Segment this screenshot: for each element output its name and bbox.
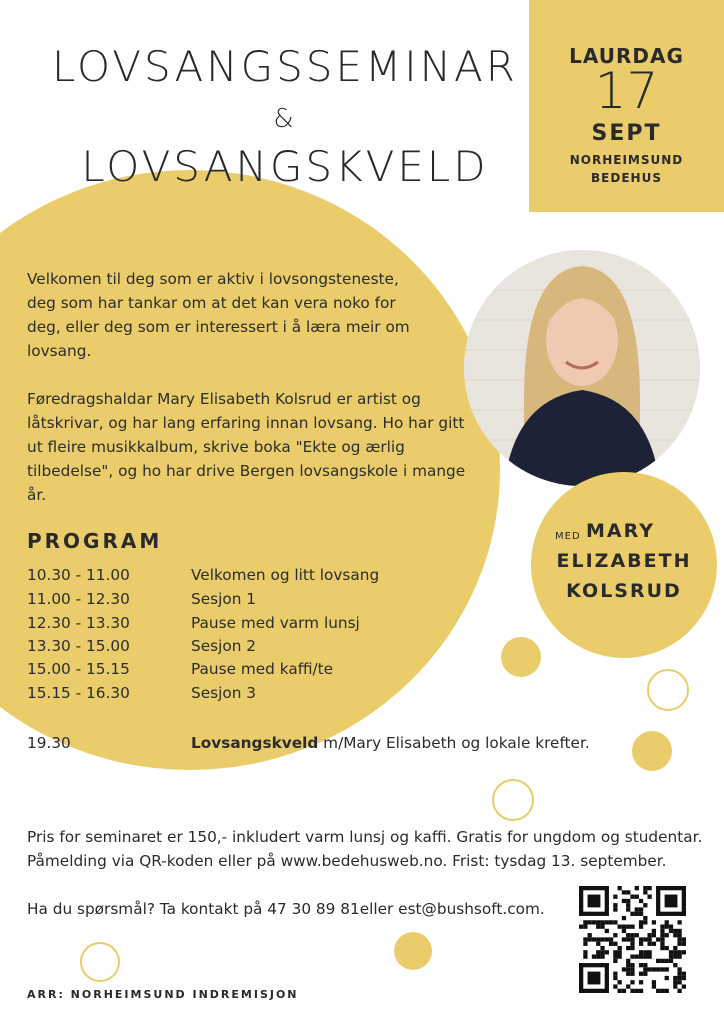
program-time: 11.00 - 12.30 <box>27 590 130 608</box>
decor-dot-1 <box>501 637 541 677</box>
title-ampersand: & <box>273 104 297 134</box>
program-time: 13.30 - 15.00 <box>27 637 130 655</box>
decor-ring-1 <box>647 669 689 711</box>
program-time: 15.15 - 16.30 <box>27 684 130 702</box>
program-time: 10.30 - 11.00 <box>27 566 130 584</box>
date-day-number: 17 <box>594 62 659 120</box>
speaker-name-line1: MARY <box>586 520 655 542</box>
program-activity: Velkomen og litt lovsang <box>191 566 380 584</box>
intro-paragraph-1: Velkomen til deg som er aktiv i lovsongsteneste, deg som har tankar om at det kan vera noko for deg, eller deg som er interessert i å læra meir om lovsang. <box>27 270 410 360</box>
program-row <box>27 660 427 682</box>
decor-ring-3 <box>80 942 120 982</box>
program-activity: Pause med kaffi/te <box>191 660 334 678</box>
program-time: 12.30 - 13.30 <box>27 614 130 632</box>
price-info: Pris for seminaret er 150,- inkludert varm lunsj og kaffi. Gratis for ungdom og studentar. <box>27 828 703 846</box>
decor-ring-2 <box>492 779 534 821</box>
program-row <box>27 566 427 588</box>
program-evening-time: 19.30 <box>27 734 71 752</box>
title-line1: LOVSANGSSEMINAR <box>52 42 518 91</box>
program-row <box>27 590 427 612</box>
intro-paragraph-2: Føredragshaldar Mary Elisabeth Kolsrud er artist og låtskrivar, og har lang erfaring innan lovsang. Ho har gitt ut fleire musikkalbum, skrive boka "Ekte og ærlig tilbedelse", og ho har drive Bergen lovsangskole i mange år. <box>27 390 466 504</box>
registration-info: Påmelding via QR-koden eller på www.bedehusweb.no. Frist: tysdag 13. september. <box>27 852 667 870</box>
program-row <box>27 684 427 706</box>
speaker-name-line3: KOLSRUD <box>566 580 682 602</box>
date-month: SEPT <box>591 121 662 146</box>
program-evening-row <box>27 734 627 756</box>
date-box <box>529 0 724 212</box>
program-activity: Sesjon 1 <box>191 590 256 608</box>
date-place-line2: BEDEHUS <box>591 171 662 185</box>
program-evening-activity <box>191 734 590 752</box>
qr-code-icon[interactable] <box>579 886 686 993</box>
contact-info: Ha du spørsmål? Ta kontakt på 47 30 89 81eller est@bushsoft.com. <box>27 900 545 918</box>
qr-code-graphic <box>579 886 686 993</box>
program-evening-detail: m/Mary Elisabeth og lokale krefter. <box>318 734 590 752</box>
decor-dot-3 <box>394 932 432 970</box>
speaker-name-line2: ELIZABETH <box>556 550 692 572</box>
program-time: 15.00 - 15.15 <box>27 660 130 678</box>
organizer-label: ARR: NORHEIMSUND INDREMISJON <box>27 988 299 1001</box>
decor-dot-2 <box>632 731 672 771</box>
speaker-photo <box>464 250 700 486</box>
program-row <box>27 637 427 659</box>
program-heading: PROGRAM <box>27 529 163 553</box>
program-row <box>27 614 427 636</box>
date-day-name: LAURDAG <box>569 44 684 68</box>
speaker-photo-illustration <box>464 250 700 486</box>
program-activity: Pause med varm lunsj <box>191 614 360 632</box>
program-evening-title: Lovsangskveld <box>191 734 319 752</box>
speaker-prefix: MED <box>555 531 581 542</box>
date-place-line1: NORHEIMSUND <box>569 153 684 167</box>
title-line2: LOVSANGSKVELD <box>81 142 489 191</box>
program-activity: Sesjon 2 <box>191 637 256 655</box>
program-activity: Sesjon 3 <box>191 684 256 702</box>
